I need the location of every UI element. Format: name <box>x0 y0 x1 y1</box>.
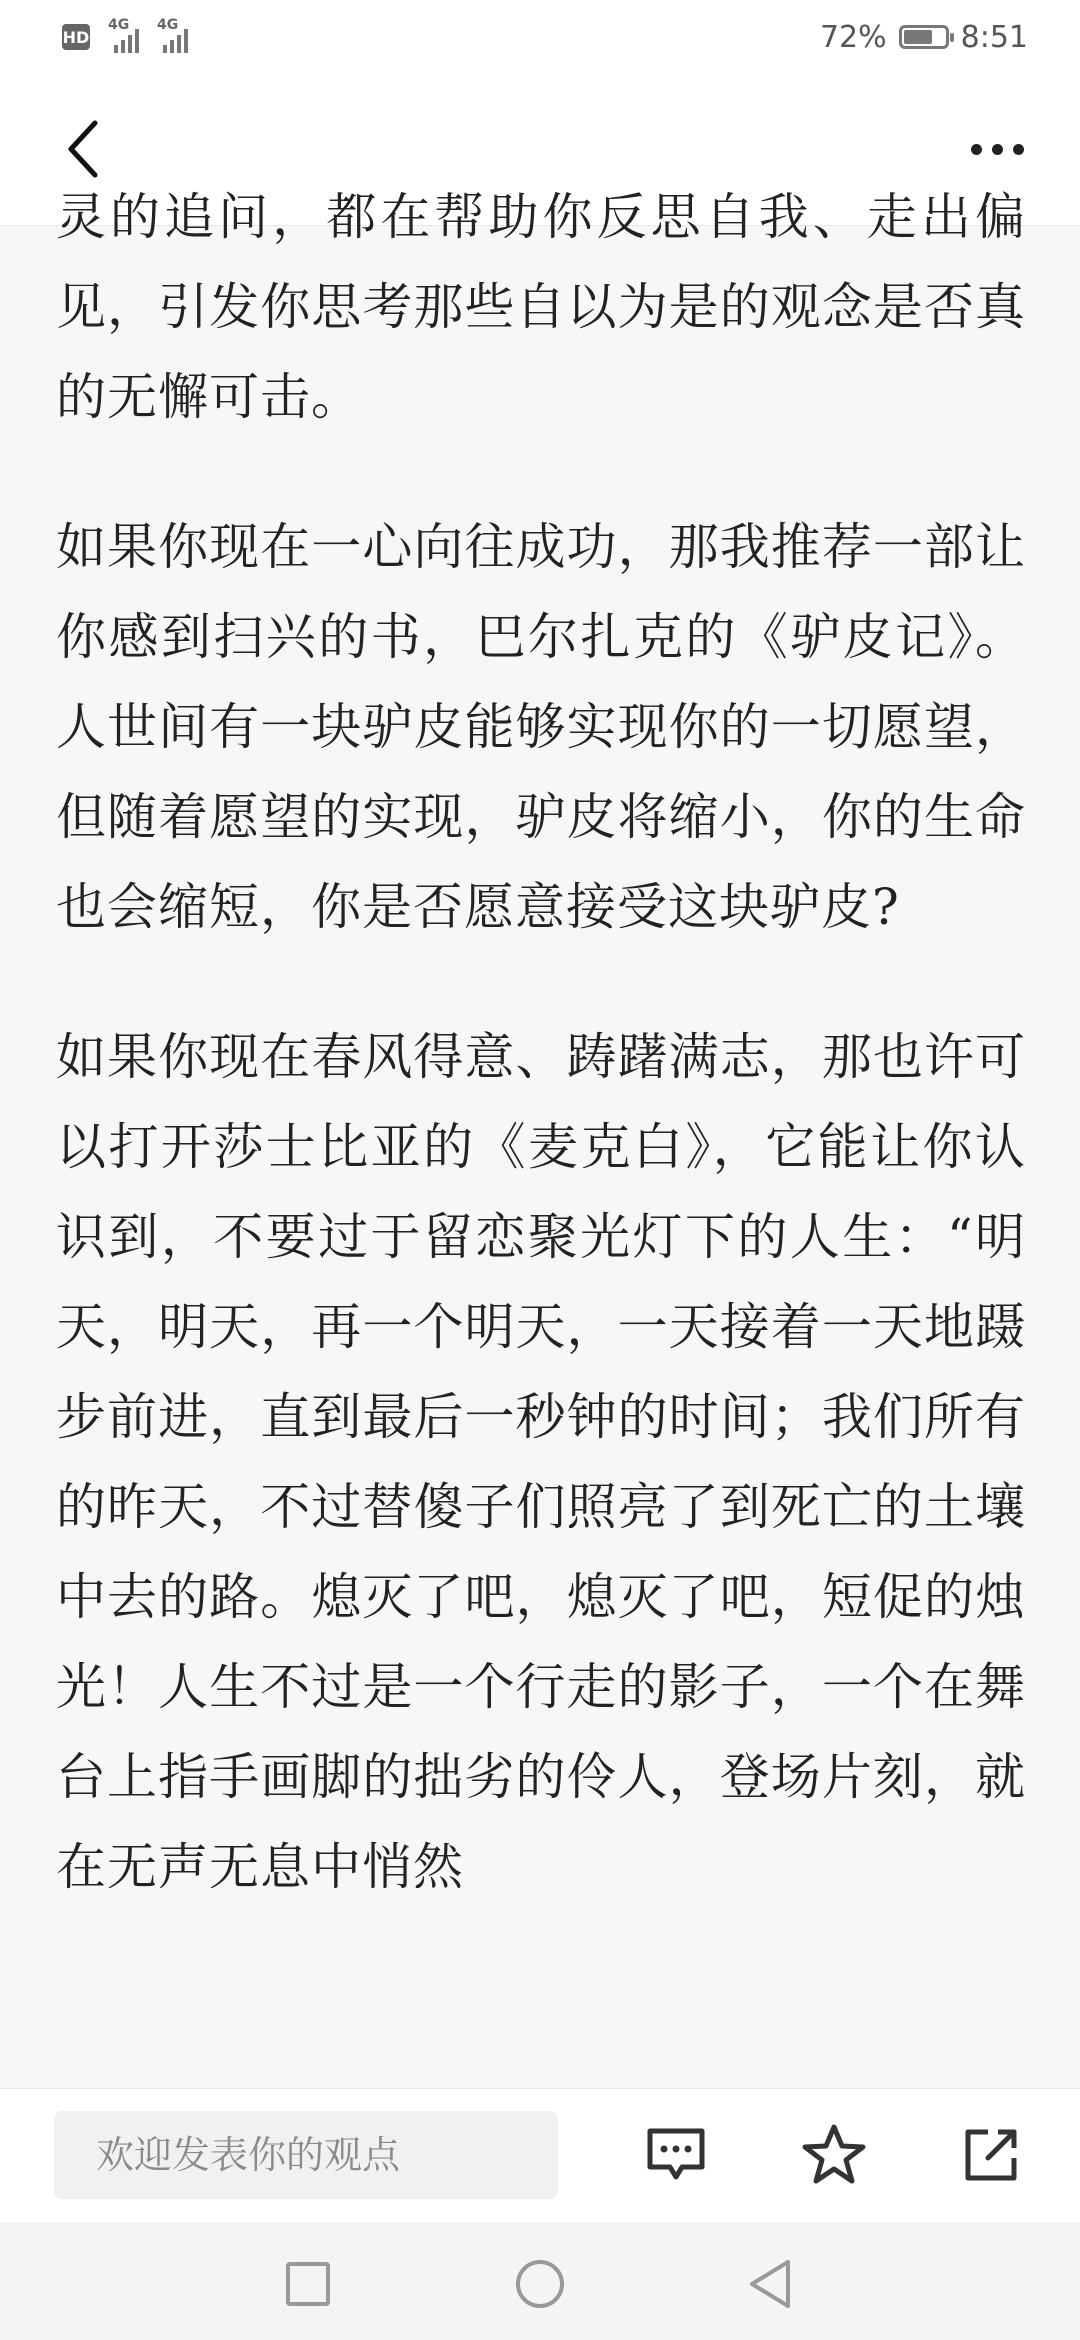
article-content <box>56 172 1026 1912</box>
home-button[interactable] <box>512 2256 568 2312</box>
favorite-button[interactable] <box>798 2119 870 2191</box>
comment-icon <box>644 2125 708 2185</box>
comments-button[interactable] <box>640 2119 712 2191</box>
network-type-label: 4G <box>108 17 130 33</box>
battery-fill <box>904 30 933 44</box>
chevron-left-icon <box>63 119 103 179</box>
circle-icon <box>514 2258 566 2310</box>
comment-bar <box>0 2088 1080 2222</box>
comment-input[interactable] <box>54 2111 558 2199</box>
hd-icon: HD <box>62 24 90 50</box>
system-nav-bar <box>0 2222 1080 2340</box>
status-bar <box>0 0 1080 74</box>
star-icon <box>801 2123 867 2187</box>
article-paragraph: 如果你现在一心向往成功，那我推荐一部让你感到扫兴的书，巴尔扎克的《驴皮记》。人世间有一块驴皮能够实现你的一切愿望，但随着愿望的实现，驴皮将缩小，你的生命也会缩短，你是否愿意接受这块驴皮? <box>56 518 1026 936</box>
signal-icon <box>157 17 188 53</box>
more-dots-icon <box>1013 144 1024 155</box>
battery-icon <box>899 25 949 49</box>
recents-button[interactable] <box>280 2256 336 2312</box>
status-right <box>820 20 1028 55</box>
article-paragraph: 如果你现在春风得意、踌躇满志，那也许可以打开莎士比亚的《麦克白》，它能让你认识到，不要过于留恋聚光灯下的人生：“明天，明天，再一个明天，一天接着一天地蹑步前进，直到最后一秒钟的时间；我们所有的昨天，不过替傻子们照亮了到死亡的土壤中去的路。熄灭了吧，熄灭了吧，短促的烛光！人生不过是一个行走的影子，一个在舞台上指手画脚的拙劣的伶人，登场片刻，就在无声无息中悄然 <box>56 1028 1026 1896</box>
article-body[interactable] <box>0 188 1080 2088</box>
battery-percent: 72% <box>819 19 887 55</box>
share-button[interactable] <box>955 2119 1027 2191</box>
network-type-label: 4G <box>157 17 179 33</box>
share-icon <box>960 2124 1022 2186</box>
clock: 8:51 <box>960 19 1028 55</box>
system-back-button[interactable] <box>742 2256 798 2312</box>
article-paragraph: 灵的追问，都在帮助你反思自我、走出偏见，引发你思考那些自以为是的观念是否真的无懈可击。 <box>56 188 1026 426</box>
more-dots-icon <box>992 144 1003 155</box>
more-dots-icon <box>971 144 982 155</box>
square-icon <box>284 2260 332 2308</box>
signal-icon <box>108 17 139 53</box>
status-left <box>62 17 188 53</box>
triangle-back-icon <box>746 2258 794 2310</box>
